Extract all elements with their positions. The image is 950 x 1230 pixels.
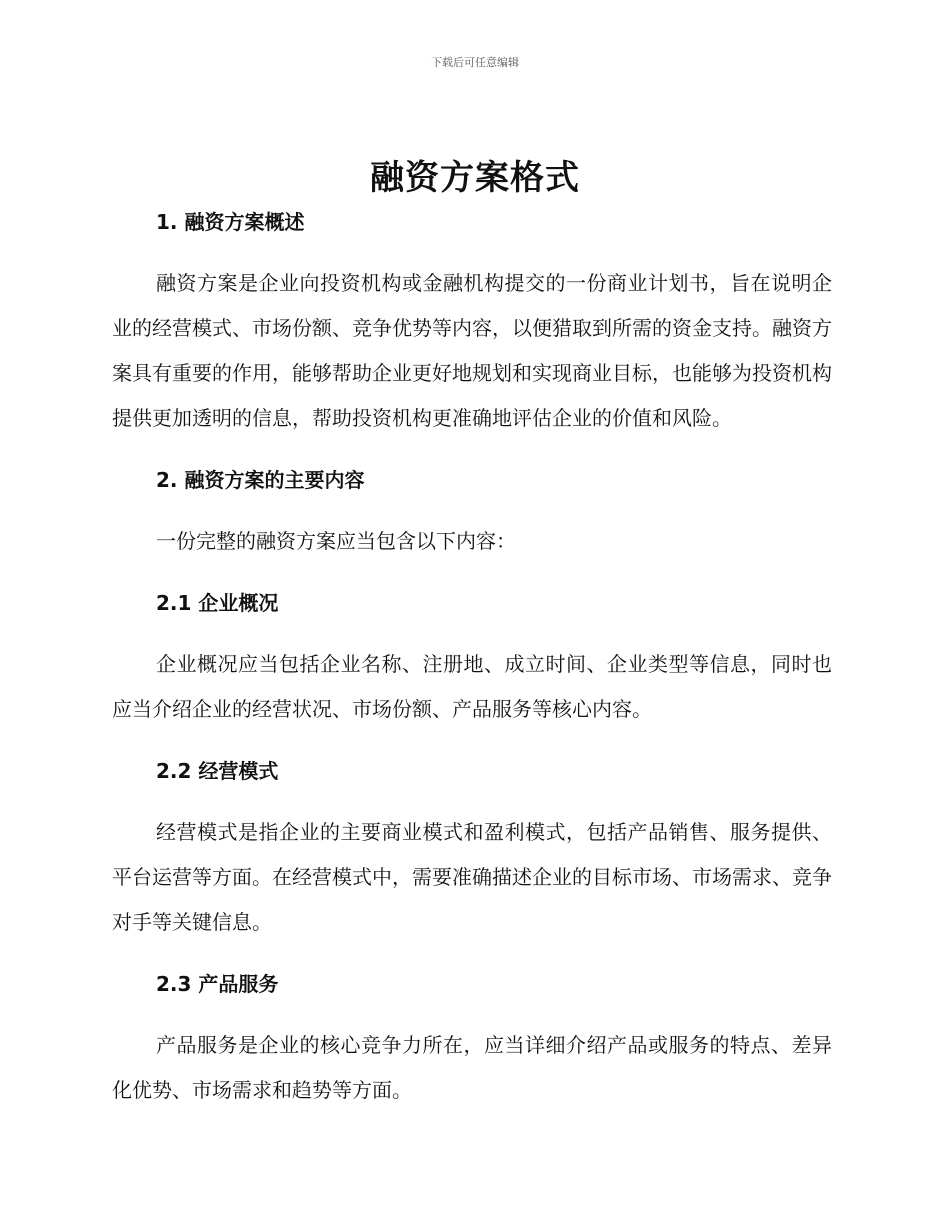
section-heading-business-model: 2.2 经营模式: [156, 759, 279, 783]
section-heading-company-profile: 2.1 企业概况: [156, 591, 279, 615]
section-heading-products-services: 2.3 产品服务: [156, 972, 279, 996]
section-paragraph-company-profile: 企业概况应当包括企业名称、注册地、成立时间、企业类型等信息，同时也应当介绍企业的经营状况、市场份额、产品服务等核心内容。: [112, 652, 832, 721]
section-heading-main-content: 2. 融资方案的主要内容: [156, 468, 365, 492]
section-paragraph-overview: 融资方案是企业向投资机构或金融机构提交的一份商业计划书，旨在说明企业的经营模式、市场份额、竞争优势等内容，以便猎取到所需的资金支持。融资方案具有重要的作用，能够帮助企业更好地规划和实现商业目标，也能够为投资机构提供更加透明的信息，帮助投资机构更准确地评估企业的价值和风险。: [112, 271, 832, 430]
section-paragraph-main-content: 一份完整的融资方案应当包含以下内容：: [156, 529, 516, 553]
section-heading-overview: 1. 融资方案概述: [156, 210, 305, 234]
document-body: [112, 205, 832, 1113]
document-title: 融资方案格式: [370, 158, 580, 198]
section-paragraph-products-services: 产品服务是企业的核心竞争力所在，应当详细介绍产品或服务的特点、差异化优势、市场需求和趋势等方面。: [112, 1033, 832, 1102]
page-header-note: 下载后可任意编辑: [431, 56, 519, 69]
section-paragraph-business-model: 经营模式是指企业的主要商业模式和盈利模式，包括产品销售、服务提供、平台运营等方面。在经营模式中，需要准确描述企业的目标市场、市场需求、竞争对手等关键信息。: [112, 820, 832, 934]
